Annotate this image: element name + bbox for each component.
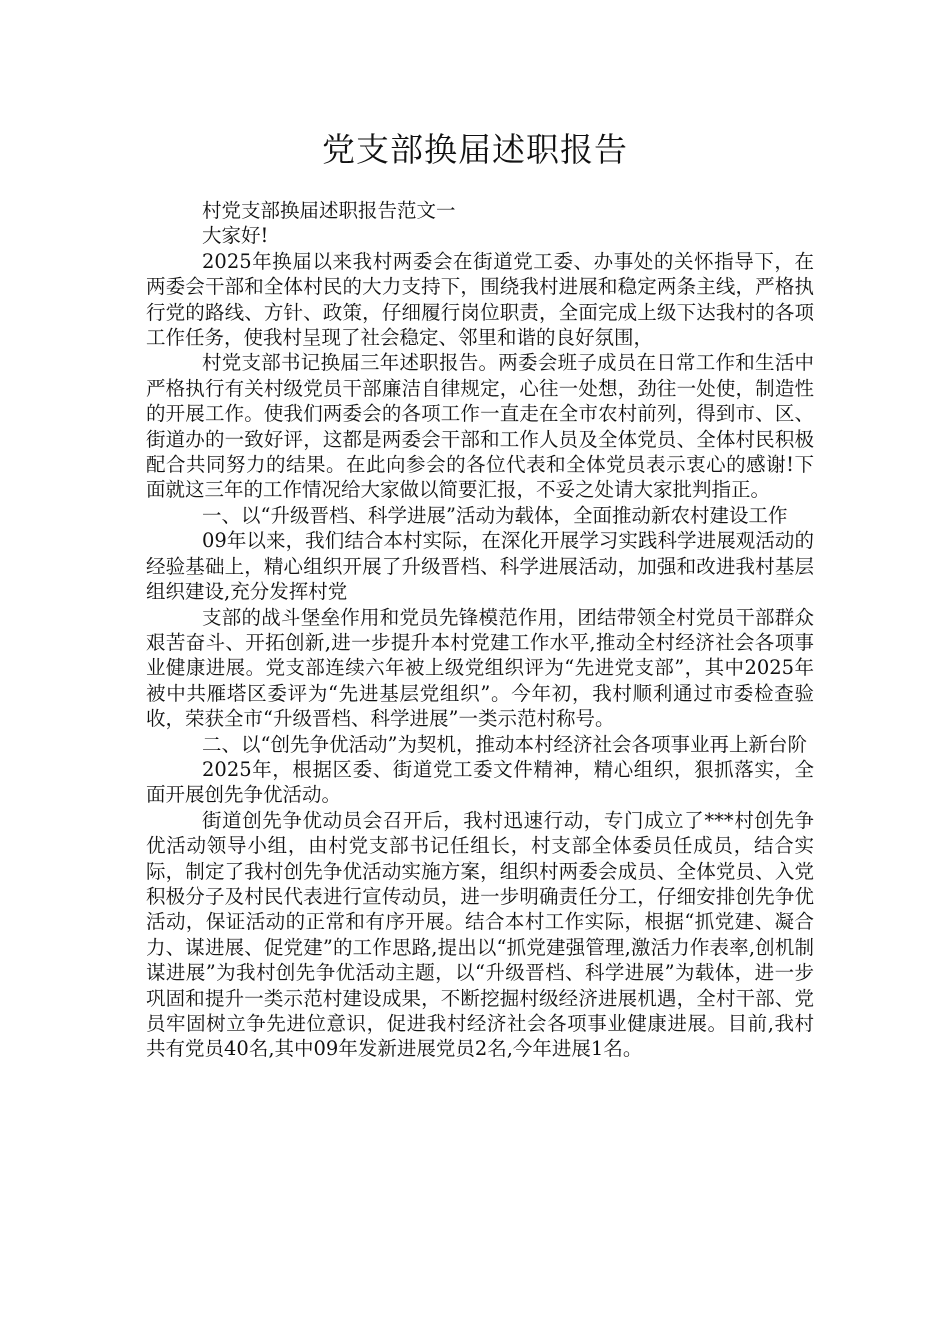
paragraph: 09年以来，我们结合本村实际，在深化开展学习实践科学进展观活动的经验基础上，精心组织开展了升级晋档、科学进展活动，加强和改进我村基层组织建设,充分发挥村党 (146, 529, 814, 604)
document-title: 党支部换届述职报告 (322, 130, 628, 169)
document-body (146, 198, 814, 1062)
paragraph-subtitle: 村党支部换届述职报告范文一 (202, 199, 456, 222)
section-heading: 一、以“升级晋档、科学进展”活动为载体，全面推动新农村建设工作 (202, 503, 788, 527)
paragraph-greeting: 大家好! (202, 224, 269, 248)
paragraph: 2025年换届以来我村两委会在街道党工委、办事处的关怀指导下，在两委会干部和全体村民的大力支持下，围绕我村进展和稳定两条主线，严格执行党的路线、方针、政策，仔细履行岗位职责，全面完成上级下达我村的各项工作任务，使我村呈现了社会稳定、邻里和谐的良好氛围， (146, 249, 814, 350)
paragraph: 街道创先争优动员会召开后，我村迅速行动，专门成立了***村创先争优活动领导小组，由村党支部书记任组长，村支部全体委员任成员，结合实际，制定了我村创先争优活动实施方案，组织村两委会成员、全体党员、入党积极分子及村民代表进行宣传动员，进一步明确责任分工，仔细安排创先争优活动，保证活动的正常和有序开展。结合本村工作实际，根据“抓党建、凝合力、谋进展、促党建”的工作思路,提出以“抓党建强管理,激活力作表率,创机制谋进展”为我村创先争优活动主题，以“升级晋档、科学进展”为载体，进一步巩固和提升一类示范村建设成果，不断挖掘村级经济进展机遇，全村干部、党员牢固树立争先进位意识，促进我村经济社会各项事业健康进展。目前,我村共有党员40名,其中09年发新进展党员2名,今年进展1名。 (146, 808, 814, 1061)
paragraph: 村党支部书记换届三年述职报告。两委会班子成员在日常工作和生活中严格执行有关村级党员干部廉洁自律规定，心往一处想，劲往一处使，制造性的开展工作。使我们两委会的各项工作一直走在全市农村前列，得到市、区、街道办的一致好评，这都是两委会干部和工作人员及全体党员、全体村民积极配合共同努力的结果。在此向参会的各位代表和全体党员表示衷心的感谢!下面就这三年的工作情况给大家做以简要汇报，不妥之处请大家批判指正。 (146, 351, 814, 502)
section-heading: 二、以“创先争优活动”为契机，推动本村经济社会各项事业再上新台阶 (202, 732, 807, 756)
paragraph: 2025年，根据区委、街道党工委文件精神，精心组织，狠抓落实，全面开展创先争优活动。 (146, 757, 814, 807)
paragraph: 支部的战斗堡垒作用和党员先锋模范作用，团结带领全村党员干部群众艰苦奋斗、开拓创新,进一步提升本村党建工作水平,推动全村经济社会各项事业健康进展。党支部连续六年被上级党组织评为“先进党支部”，其中2025年被中共雁塔区委评为“先进基层党组织”。今年初，我村顺利通过市委检查验收，荣获全市“升级晋档、科学进展”一类示范村称号。 (146, 605, 814, 731)
